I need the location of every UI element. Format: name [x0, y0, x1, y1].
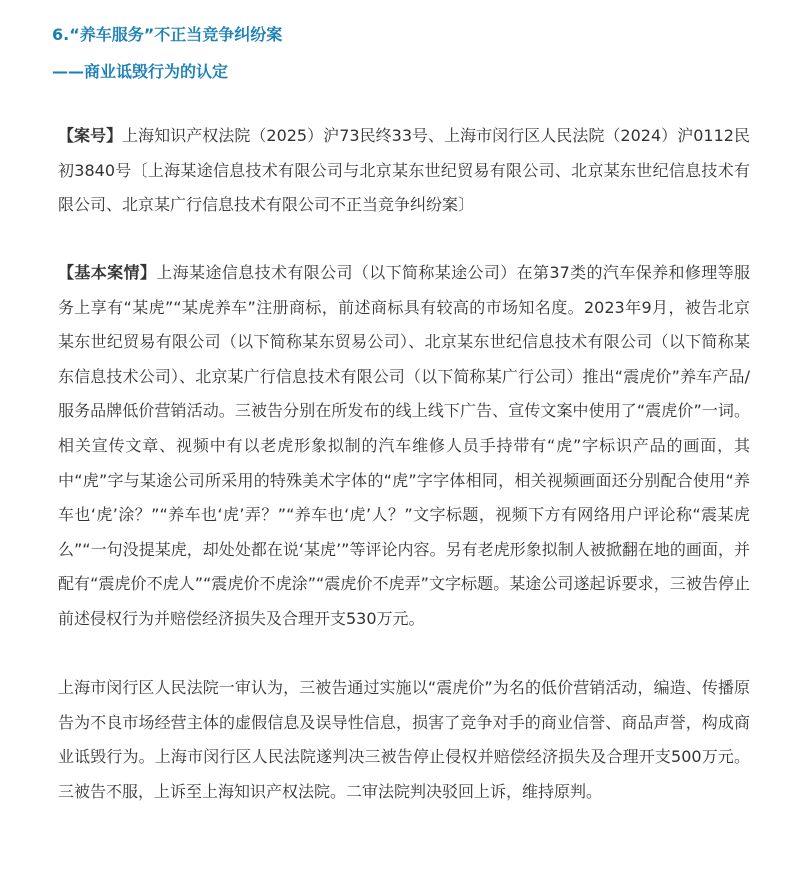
case-title: 6.“养车服务”不正当竞争纠纷案	[52, 25, 283, 44]
basic-facts-text: 上海某途信息技术有限公司（以下简称某途公司）在第37类的汽车保养和修理等服务上享有“某虎”“某虎养车”注册商标，前述商标具有较高的市场知名度。2023年9月，被告北京某东世纪贸易有限公司（以下简称某东贸易公司）、北京某东世纪信息技术有限公司（以下简称某东信息技术公司）、北京某广行信息技术有限公司（以下简称某广行公司）推出“震虎价”养车产品/服务品牌低价营销活动。三被告分别在所发布的线上线下广告、宣传文案中使用了“震虎价”一词。相关宣传文章、视频中有以老虎形象拟制的汽车维修人员手持带有“虎”字标识产品的画面，其中“虎”字与某途公司所采用的特殊美术字体的“虎”字字体相同，相关视频画面还分别配合使用“养车也‘虎’涂？”“养车也‘虎’弄？”“养车也‘虎’人？”文字标题，视频下方有网络用户评论称“震某虎么”“一句没提某虎，却处处都在说‘某虎’”等评论内容。另有老虎形象拟制人被掀翻在地的画面，并配有“震虎价不虎人”“震虎价不虎涂”“震虎价不虎弄”文字标题。某途公司遂起诉要求，三被告停止前述侵权行为并赔偿经济损失及合理开支530万元。	[58, 263, 750, 628]
case-number-label: 【案号】	[58, 126, 123, 145]
case-subtitle: ——商业诋毁行为的认定	[52, 62, 229, 81]
case-number-paragraph	[58, 119, 750, 223]
basic-facts-paragraph	[58, 256, 750, 637]
basic-facts-label: 【基本案情】	[58, 263, 157, 282]
ruling-paragraph: 上海市闵行区人民法院一审认为，三被告通过实施以“震虎价”为名的低价营销活动，编造、传播原告为不良市场经营主体的虚假信息及误导性信息，损害了竞争对手的商业信誉、商品声誉，构成商业诋毁行为。上海市闵行区人民法院遂判决三被告停止侵权并赔偿经济损失及合理开支500万元。三被告不服，上诉至上海知识产权法院。二审法院判决驳回上诉，维持原判。	[58, 678, 750, 801]
case-number-text: 上海知识产权法院（2025）沪73民终33号、上海市闵行区人民法院（2024）沪0112民初3840号〔上海某途信息技术有限公司与北京某东世纪贸易有限公司、北京某东世纪信息技术有限公司、北京某广行信息技术有限公司不正当竞争纠纷案〕	[58, 126, 750, 215]
